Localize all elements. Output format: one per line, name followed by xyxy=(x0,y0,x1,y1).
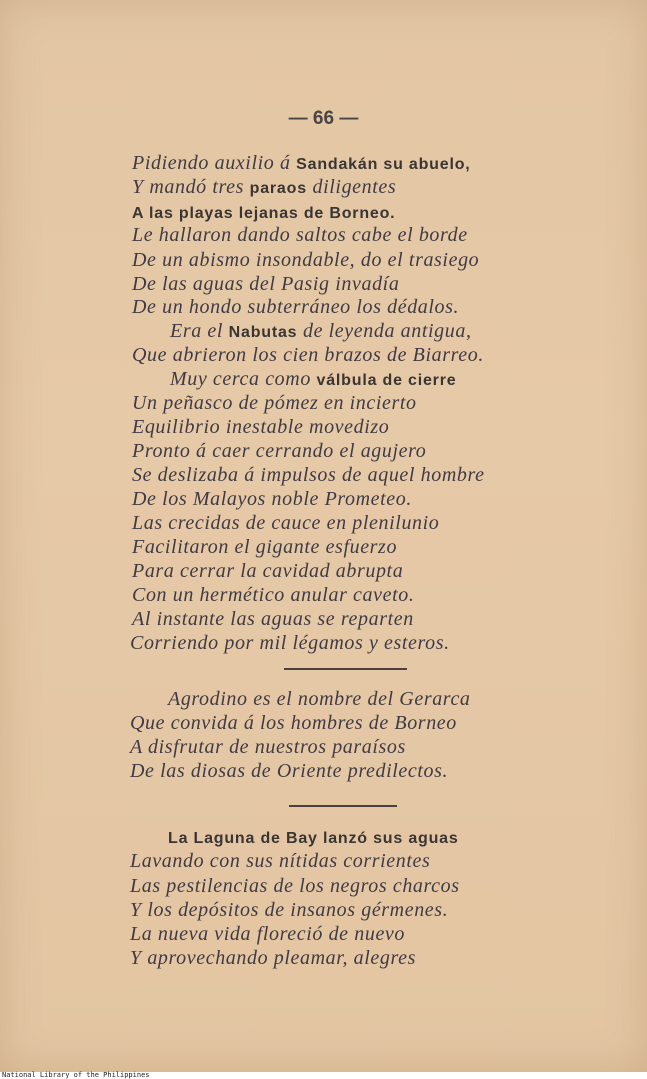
verse-line xyxy=(170,368,456,391)
verse-line xyxy=(132,344,484,367)
italic-text: Agrodino es el nombre del Gerarca xyxy=(168,688,471,710)
italic-text: Para cerrar la cavidad abrupta xyxy=(132,560,404,582)
verse-line xyxy=(132,488,412,511)
italic-text: Que abrieron los cien brazos de Biarreo. xyxy=(132,344,484,366)
italic-text: Al instante las aguas se reparten xyxy=(132,608,414,630)
verse-line xyxy=(132,152,471,175)
italic-text: Le hallaron dando saltos cabe el borde xyxy=(132,224,468,246)
verse-line xyxy=(130,850,430,873)
section-divider xyxy=(289,805,397,807)
bold-text: Nabutas xyxy=(228,324,298,341)
verse-line xyxy=(132,560,403,583)
verse-line xyxy=(132,392,417,415)
italic-text: Lavando con sus nítidas corrientes xyxy=(130,850,431,872)
italic-text: Y los depósitos de insanos gérmenes. xyxy=(130,899,449,921)
italic-text: De las diosas de Oriente predilectos. xyxy=(130,760,449,782)
page-number: — 66 — xyxy=(288,108,359,129)
italic-text: Pidiendo auxilio á xyxy=(132,152,297,174)
italic-text: De las aguas del Pasig invadía xyxy=(132,273,400,295)
verse-line xyxy=(168,826,459,849)
verse-line xyxy=(132,416,389,439)
verse-line xyxy=(130,736,406,759)
verse-line xyxy=(130,899,448,922)
italic-text: Un peñasco de pómez en incierto xyxy=(132,392,417,414)
bold-text: válbula de cierre xyxy=(316,372,457,389)
verse-line xyxy=(130,632,450,655)
italic-text: Corriendo por mil légamos y esteros. xyxy=(130,632,450,654)
italic-text: De los Malayos noble Prometeo. xyxy=(132,488,412,510)
italic-text: Las pestilencias de los negros charcos xyxy=(130,875,460,897)
verse-line xyxy=(130,947,416,970)
italic-text: Y aprovechando pleamar, alegres xyxy=(130,947,416,969)
verse-line xyxy=(132,536,397,559)
verse-line xyxy=(132,584,414,607)
bold-text: paraos xyxy=(249,180,307,197)
verse-line xyxy=(132,176,396,199)
bold-text: Sandakán su abuelo, xyxy=(296,156,471,173)
italic-text: A disfrutar de nuestros paraísos xyxy=(130,736,406,758)
verse-line xyxy=(132,201,395,224)
italic-text: De un abismo insondable, do el trasiego xyxy=(132,249,480,271)
verse-line xyxy=(132,273,399,296)
verse-line xyxy=(168,688,471,711)
verse-line xyxy=(132,464,485,487)
italic-text: De un hondo subterráneo los dédalos. xyxy=(132,296,460,318)
italic-text: Se deslizaba á impulsos de aquel hombre xyxy=(132,464,485,486)
italic-text: Muy cerca como xyxy=(170,368,317,390)
italic-text: La nueva vida floreció de nuevo xyxy=(130,923,406,945)
italic-text: Con un hermético anular caveto. xyxy=(132,584,415,606)
verse-line xyxy=(132,249,479,272)
italic-text: Facilitaron el gigante esfuerzo xyxy=(132,536,398,558)
library-credit: National Library of the Philippines xyxy=(2,1071,150,1079)
italic-text: Que convida á los hombres de Borneo xyxy=(130,712,457,734)
verse-line xyxy=(132,440,426,463)
verse-line xyxy=(170,320,472,343)
italic-text: Era el xyxy=(170,320,229,342)
bold-text: La Laguna de Bay lanzó sus aguas xyxy=(168,830,459,847)
italic-text: de leyenda antigua, xyxy=(297,320,472,342)
italic-text: Las crecidas de cauce en plenilunio xyxy=(132,512,440,534)
italic-text: Equilibrio inestable movedizo xyxy=(132,416,390,438)
verse-line xyxy=(130,923,405,946)
bold-text: A las playas lejanas de Borneo. xyxy=(132,205,396,222)
italic-text: Pronto á caer cerrando el agujero xyxy=(132,440,427,462)
italic-text: Y mandó tres xyxy=(132,176,250,198)
italic-text: diligentes xyxy=(306,176,397,198)
verse-line xyxy=(130,875,460,898)
section-divider xyxy=(284,668,407,670)
verse-line xyxy=(130,760,448,783)
verse-line xyxy=(132,512,439,535)
verse-line xyxy=(132,224,468,247)
verse-line xyxy=(130,712,457,735)
verse-line xyxy=(132,296,459,319)
verse-line xyxy=(132,608,414,631)
